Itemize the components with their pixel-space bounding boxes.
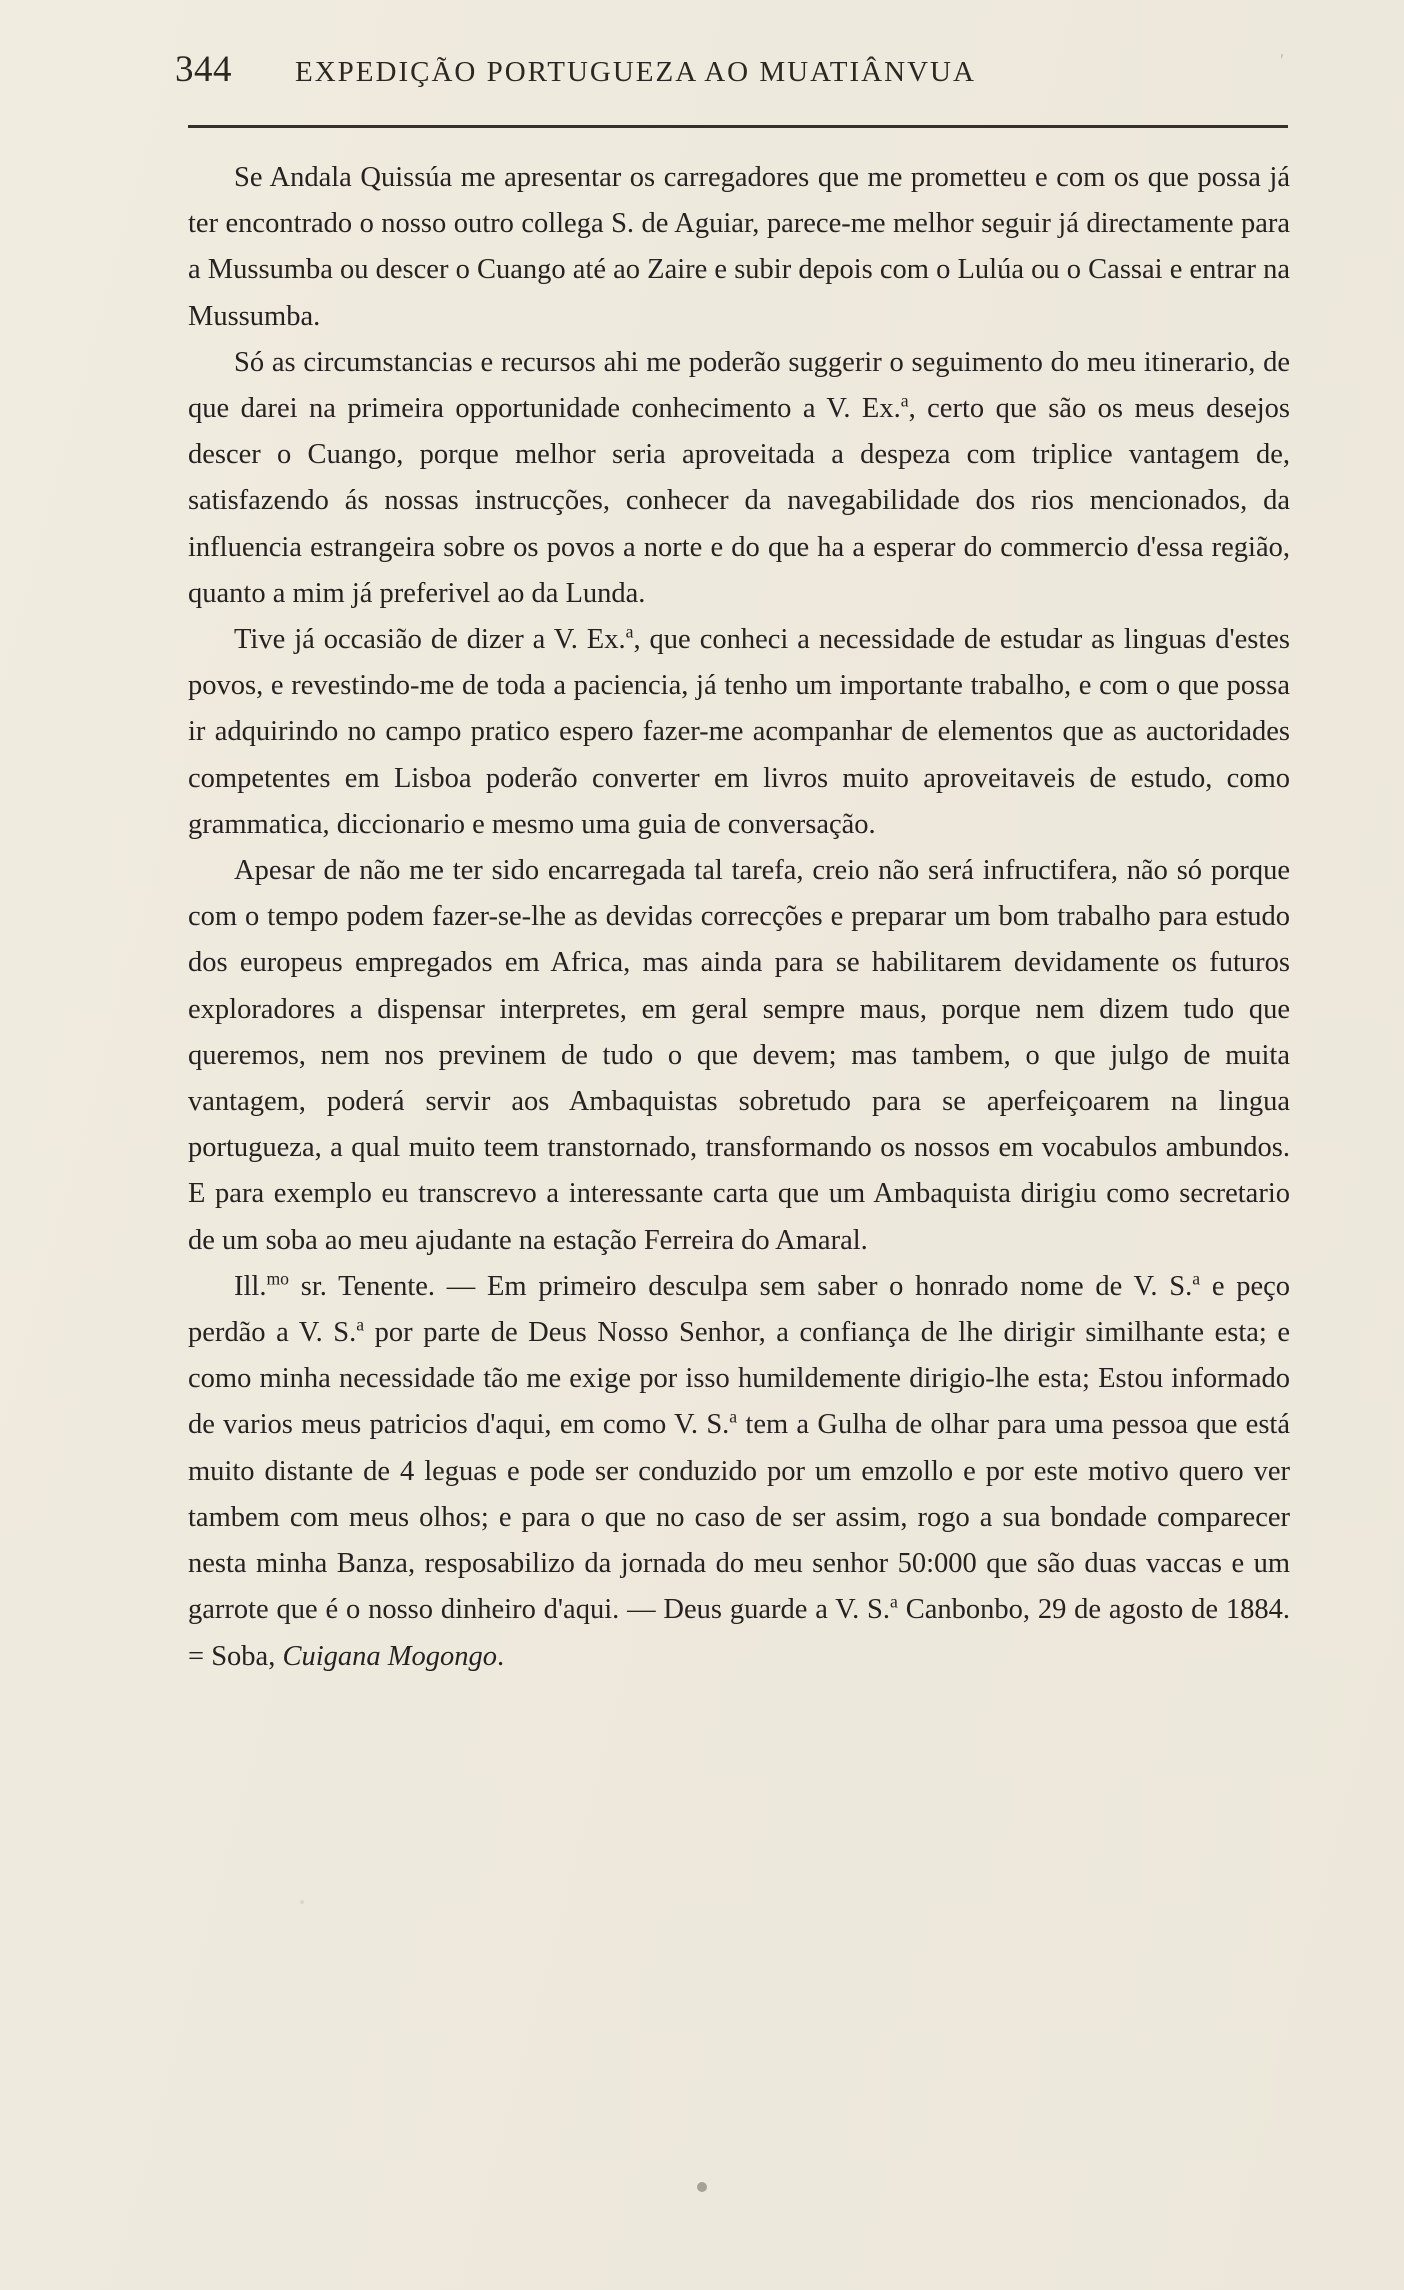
- quoted-letter: Ill.$^{mo}$ sr. Tenente. — Em primeiro desculpa sem saber o honrado nome de V. S.$^a$ e peço perdão a V. S.$^a$ por parte de Deus Nosso Senhor, a confiança de lhe dirigir similhante esta; e como minha necessidade tão me exige por isso humildemente dirigio-lhe esta; Estou informado de varios meus patricios d'aqui, em como V. S.$^a$ tem a Gulha de olhar para uma pessoa que está muito distante de 4 leguas e pode ser conduzido por um emzollo e por este motivo quero ver tambem com meus olhos; e para o que no caso de ser assim, rogo a sua bondade comparecer nesta minha Banza, resposabilizo da jornada do meu senhor 50:000 que são duas vaccas e um garrote que é o nosso dinheiro d'aqui. — Deus guarde a V. S.$^a$ Canbonbo, 29 de agosto de 1884. = Soba, Cuigana Mogongo.: [188, 1268, 1291, 1672]
- margin-mark: ʹ: [1280, 50, 1284, 70]
- paragraph: Se Andala Quissúa me apresentar os carregadores que me prometteu e com os que possa já ter encontrado o nosso outro collega S. de Aguiar, parece-me melhor seguir já directamente para a Mussumba ou descer o Cuango até ao Zaire e subir depois com o Lulúa ou o Cassai e entrar na Mussumba.: [188, 162, 1290, 332]
- page-header: [175, 48, 1295, 100]
- running-title: EXPEDIÇÃO PORTUGUEZA AO MUATIÂNVUA: [295, 56, 976, 88]
- header-rule: [188, 125, 1288, 128]
- page-number: 344: [175, 49, 232, 90]
- paper-speck: [300, 1900, 304, 1904]
- footer-ornament: [697, 2182, 707, 2192]
- paragraph: Só as circumstancias e recursos ahi me poderão suggerir o seguimento do meu itinerario, de que darei na primeira opportunidade conhecimento a V. Ex.$^a$, certo que são os meus desejos descer o Cuango, porque melhor seria aproveitada a despeza com triplice vantagem de, satisfazendo ás nossas instrucções, conhecer da navegabilidade dos rios mencionados, da influencia estrangeira sobre os povos a norte e do que ha a esperar do commercio d'essa região, quanto a mim já preferivel ao da Lunda.: [188, 346, 1290, 609]
- paragraph: Apesar de não me ter sido encarregada tal tarefa, creio não será infructifera, não só porque com o tempo podem fazer-se-lhe as devidas correcções e preparar um bom trabalho para estudo dos europeus empregados em Africa, mas ainda para se habilitarem devidamente os futuros exploradores a dispensar interpretes, em geral sempre maus, porque nem dizem tudo que queremos, nem nos previnem de tudo o que devem; mas tambem, o que julgo de muita vantagem, poderá servir aos Ambaquistas sobretudo para se aperfeiçoarem na lingua portugueza, a qual muito teem transtornado, transformando os nossos em vocabulos ambundos. E para exemplo eu transcrevo a interessante carta que um Ambaquista dirigiu como secretario de um soba ao meu ajudante na estação Ferreira do Amaral.: [188, 855, 1290, 1256]
- paragraph: Tive já occasião de dizer a V. Ex.$^a$, que conheci a necessidade de estudar as linguas d'estes povos, e revestindo-me de toda a paciencia, já tenho um importante trabalho, e com o que possa ir adquirindo no campo pratico espero fazer-me acompanhar de elementos que as auctoridades competentes em Lisboa poderão converter em livros muito aproveitaveis de estudo, como grammatica, diccionario e mesmo uma guia de conversação.: [188, 621, 1290, 840]
- body-text: [188, 155, 1290, 1680]
